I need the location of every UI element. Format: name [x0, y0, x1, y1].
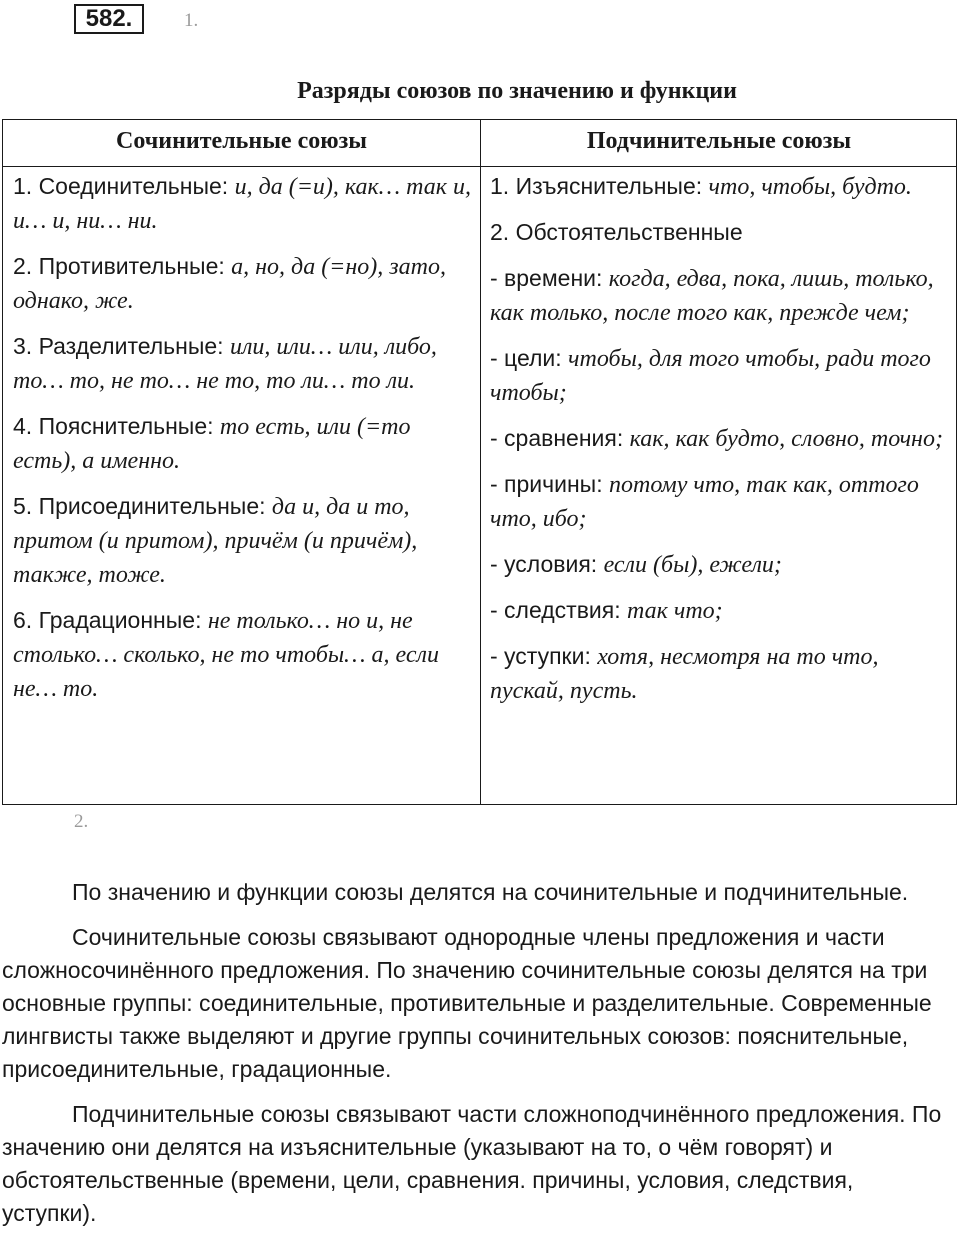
coordinating-item	[13, 250, 473, 318]
coordinating-item	[13, 410, 473, 478]
item-label: 2. Обстоятельственные	[490, 219, 743, 245]
item-label: 2. Противительные:	[13, 253, 232, 279]
item-examples: потому что, так как, оттого что, ибо;	[490, 472, 919, 532]
item-examples: а, но, да (=но), зато, однако, же.	[13, 254, 446, 314]
item-examples: когда, едва, пока, лишь, только, как только, после того как, прежде чем;	[490, 266, 934, 326]
subordinating-item	[490, 262, 950, 330]
coordinating-item	[13, 170, 473, 238]
item-examples: как, как будто, словно, точно;	[629, 426, 943, 452]
item-examples: или, или… или, либо, то… то, не то… не то, то ли… то ли.	[13, 334, 437, 394]
answer-text	[2, 876, 954, 1242]
item-label: 1. Соединительные:	[13, 173, 235, 199]
subordinating-item	[490, 594, 950, 628]
item-label: 3. Разделительные:	[13, 333, 230, 359]
item-label: - времени:	[490, 265, 609, 291]
coordinating-column	[13, 170, 473, 718]
subordinating-item	[490, 548, 950, 582]
item-label: 4. Пояснительные:	[13, 413, 220, 439]
paragraph: Подчинительные союзы связывают части сложноподчинённого предложения. По значению они делятся на изъяснительные (указывают на то, о чём говорят) и обстоятельственные (времени, цели, сравнения. причины, условия, следствия, уступки).	[2, 1101, 942, 1226]
part-2-label: 2.	[74, 811, 89, 832]
coordinating-item	[13, 490, 473, 592]
subordinating-item	[490, 422, 950, 456]
coordinating-item	[13, 604, 473, 706]
item-examples: хотя, несмотря на то что, пускай, пусть.	[490, 644, 879, 704]
column-divider	[480, 120, 481, 804]
item-label: - сравнения:	[490, 425, 630, 451]
subordinating-header: Подчинительные союзы	[586, 128, 852, 154]
item-label: 1. Изъяснительные:	[490, 173, 709, 199]
item-label: - уступки:	[490, 643, 598, 669]
item-label: - причины:	[490, 471, 609, 497]
item-examples: не только… но и, не столько… сколько, не то чтобы… а, если не… то.	[13, 608, 439, 702]
item-label: - цели:	[490, 345, 569, 371]
item-label: - условия:	[490, 551, 604, 577]
item-label: 6. Градационные:	[13, 607, 208, 633]
coordinating-header: Сочинительные союзы	[116, 128, 367, 154]
table-title: Разряды союзов по значению и функции	[297, 78, 737, 104]
conjunctions-table	[2, 119, 957, 805]
part-1-label: 1.	[184, 10, 199, 31]
paragraph: По значению и функции союзы делятся на сочинительные и подчинительные.	[72, 879, 909, 905]
header-divider	[3, 166, 956, 167]
exercise-number: 582.	[74, 4, 144, 34]
subordinating-column	[490, 170, 950, 720]
subordinating-item	[490, 640, 950, 708]
item-label: - следствия:	[490, 597, 628, 623]
paragraph: Сочинительные союзы связывают однородные члены предложения и части сложносочинённого предложения. По значению сочинительные союзы делятся на три основные группы: соединительные, противительные и разделительные. Современные лингвисты также выделяют и другие группы сочинительных союзов: пояснительные, присоединительные, градационные.	[2, 924, 932, 1082]
subordinating-item	[490, 170, 950, 204]
item-examples: то есть, или (=то есть), а именно.	[13, 414, 411, 474]
item-examples: так что;	[627, 598, 723, 624]
coordinating-item	[13, 330, 473, 398]
subordinating-item	[490, 468, 950, 536]
item-examples: да и, да и то, притом (и притом), причём (и причём), также, тоже.	[13, 494, 418, 588]
item-examples: если (бы), ежели;	[603, 552, 782, 578]
subordinating-item	[490, 342, 950, 410]
item-label: 5. Присоединительные:	[13, 493, 272, 519]
item-examples: чтобы, для того чтобы, ради того чтобы;	[490, 346, 931, 406]
item-examples: и, да (=и), как… так и, и… и, ни… ни.	[13, 174, 471, 234]
subordinating-item	[490, 216, 950, 250]
item-examples: что, чтобы, будто.	[708, 174, 912, 200]
